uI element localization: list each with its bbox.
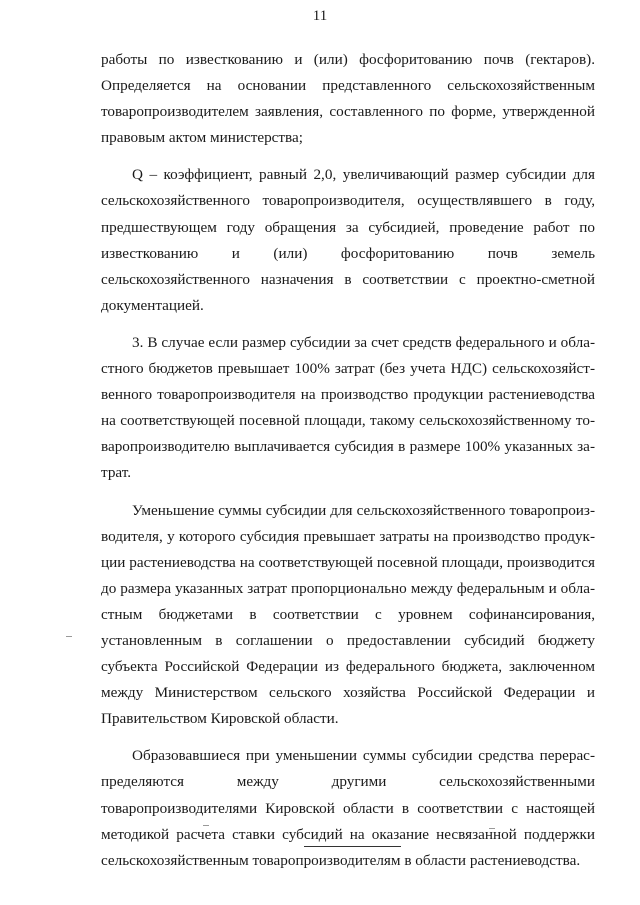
page-number: 11 bbox=[312, 8, 328, 24]
paragraph-clause-3: 3. В случае если размер субсидии за счет средств федерального и областного бюджетов превышает 100% затрат (без учета НДС) сельскохозяйственного товаропроизводителя на производство продукции растениеводства на соответствующей посевной площади, такому сельскохозяйственному товаропроизводителю выплачивается субсидия в размере 100% указанных затрат. bbox=[101, 333, 595, 482]
paragraph-subsidy-reduction: Уменьшение суммы субсидии для сельскохозяйственного товаропроизводителя, у которого субсидия превышает затраты на производство продукции растениеводства на соответствующей посевной площади, производится до размера указанных затрат пропорционально между федеральным и областным бюджетами в соответствии с уровнем софинансирования, установленным в соглашении о предоставлении субсидий бюджету субъекта Российской Федерации из федерального бюджета, заключенном между Министерством сельского хозяйства Российской Федерации и Правительством Кировской области. bbox=[101, 501, 595, 728]
document-body bbox=[101, 47, 595, 885]
paragraph-redistribution: Образовавшиеся при уменьшении суммы субсидии средства перераспределяются между другими сельскохозяйственными товаропроизводителями Кировской области в соответствии с настоящей методикой расчета ставки субсидий на оказание несвязанной поддержки сельскохозяйственным товаропроизводителям в области растениеводства. bbox=[101, 747, 595, 869]
scan-speck bbox=[489, 828, 495, 829]
scan-speck bbox=[203, 825, 209, 826]
scan-speck bbox=[66, 636, 72, 637]
paragraph-coefficient-q: Q – коэффициент, равный 2,0, увеличивающий размер субсидии для сельскохозяйственного товаропроизводителя, осуществлявшего в году, предшествующем году обращения за субсидией, проведение работ по известкованию и (или) фосфоритованию почв земель сельскохозяйственного назначения в соответствии с проектно-сметной документацией. bbox=[101, 166, 595, 314]
end-of-text-rule bbox=[304, 846, 401, 847]
paragraph-continuation: работы по известкованию и (или) фосфоритованию почв (гектаров). Определяется на основании представленного сельскохозяйственным товаропроизводителем заявления, составленного по форме, утвержденной правовым актом министерства; bbox=[101, 51, 595, 147]
